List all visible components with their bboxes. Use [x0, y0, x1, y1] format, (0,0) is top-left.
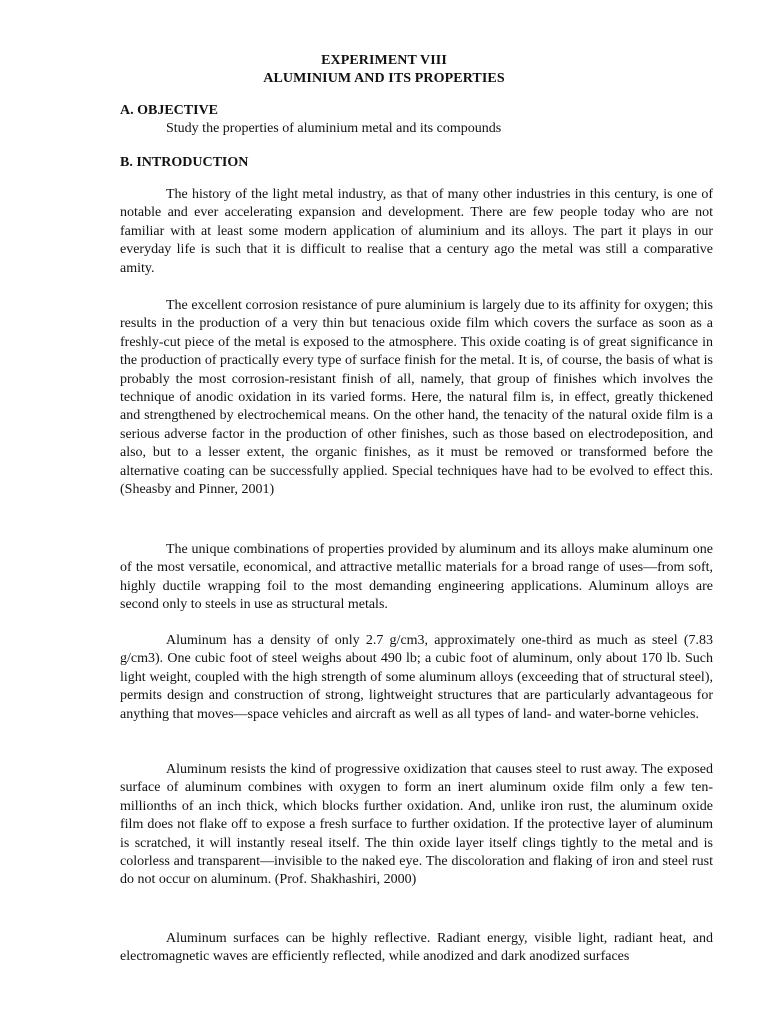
- experiment-title: EXPERIMENT VIII: [321, 53, 447, 68]
- intro-paragraph-4: Aluminum has a density of only 2.7 g/cm3, approximately one-third as much as steel (7.83 g/cm3). One cubic foot of steel weighs about 490 lb; a cubic foot of aluminum, only about 170 lb. Such light weight, coupled with the high strength of some aluminum alloys (exceeding that of structural steel), permits design and construction of strong, lightweight structures that are particularly advantageous for anything that moves—space vehicles and aircraft as well as all types of land- and water-borne vehicles.: [120, 633, 713, 722]
- intro-paragraph-1: The history of the light metal industry, as that of many other industries in this century, is one of notable and ever accelerating expansion and development. There are few people today who are not familiar with at least some modern application of aluminium and its alloys. The part it plays in our everyday life is such that it is difficult to realise that a century ago the metal was still a comparative amity.: [120, 187, 713, 276]
- section-a-heading: A. OBJECTIVE: [120, 103, 219, 118]
- intro-paragraph-5: Aluminum resists the kind of progressive oxidization that causes steel to rust away. The exposed surface of aluminum combines with oxygen to form an inert aluminum oxide film only a few ten-millionths of an inch thick, which blocks further oxidation. And, unlike iron rust, the aluminum oxide film does not flake off to expose a fresh surface to further oxidation. If the protective layer of aluminum is scratched, it will instantly reseal itself. The thin oxide layer itself clings tightly to the metal and is colorless and transparent—invisible to the naked eye. The discoloration and flaking of iron and steel rust do not occur on aluminum. (Prof. Shakhashiri, 2000): [120, 762, 713, 888]
- intro-paragraph-2: The excellent corrosion resistance of pure aluminium is largely due to its affinity for oxygen; this results in the production of a very thin but tenacious oxide film which covers the surface as soon as a freshly-cut piece of the metal is exposed to the atmosphere. This oxide coating is of great significance in the production of practically every type of surface finish for the metal. It is, of course, the basis of what is probably the most corrosion-resistant finish of all, namely, that group of finishes which involves the technique of anodic oxidation in its varied forms. Here, the natural film is, in effect, greatly thickened and strengthened by electrochemical means. On the other hand, the tenacity of the natural oxide film is a serious adverse factor in the production of other finishes, such as those based on electrodeposition, and also, but to a lesser extent, the organic finishes, as it must be removed or transformed before the alternative coating can be successfully applied. Special techniques have had to be evolved to effect this. (Sheasby and Pinner, 2001): [120, 298, 713, 498]
- objective-text: Study the properties of aluminium metal and its compounds: [166, 121, 502, 136]
- document-subtitle: ALUMINIUM AND ITS PROPERTIES: [263, 71, 505, 86]
- intro-paragraph-6: Aluminum surfaces can be highly reflective. Radiant energy, visible light, radiant heat, and electromagnetic waves are efficiently reflected, while anodized and dark anodized surfaces: [120, 931, 713, 965]
- section-b-heading: B. INTRODUCTION: [120, 155, 249, 170]
- intro-paragraph-3: The unique combinations of properties provided by aluminum and its alloys make aluminum one of the most versatile, economical, and attractive metallic materials for a broad range of uses—from soft, highly ductile wrapping foil to the most demanding engineering applications. Aluminum alloys are second only to steels in use as structural metals.: [120, 542, 713, 613]
